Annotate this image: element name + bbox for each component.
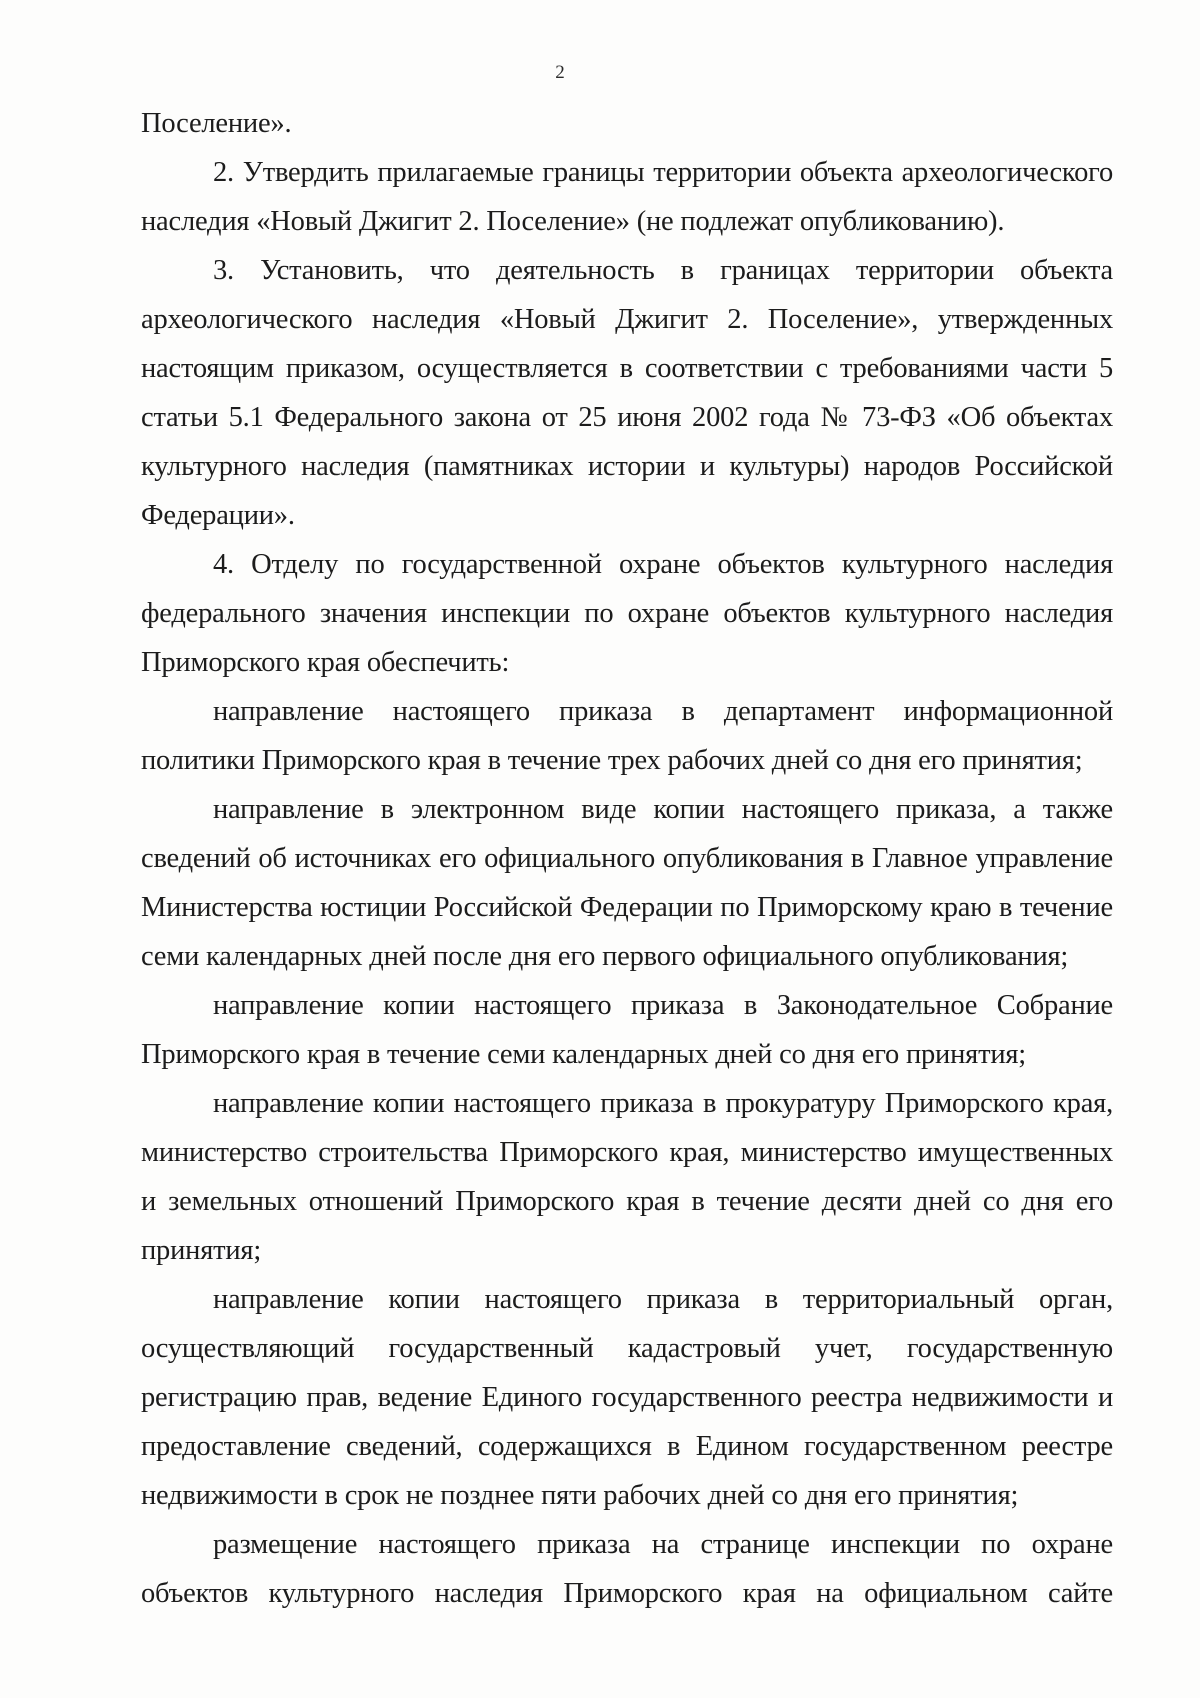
paragraph-item-2: 2. Утвердить прилагаемые границы территории объекта археологического наследия «Новый Джигит 2. Поселение» (не подлежат опубликованию).	[141, 157, 1113, 237]
paragraph-item-4-b: направление в электронном виде копии настоящего приказа, а также сведений об источниках его официального опубликования в Главное управление Министерства юстиции Российской Федерации по Приморскому краю в течение семи календарных дней после дня его первого официального опубликования;	[141, 794, 1113, 972]
paragraph-item-4-d: направление копии настоящего приказа в прокуратуру Приморского края, министерство строительства Приморского края, министерство имущественных и земельных отношений Приморского края в течение десяти дней со дня его принятия;	[141, 1088, 1113, 1266]
paragraph-item-4-f: размещение настоящего приказа на странице инспекции по охране объектов культурного наследия Приморского края на официальном сайте	[141, 1529, 1113, 1609]
paragraph-item-4-c: направление копии настоящего приказа в Законодательное Собрание Приморского края в течение семи календарных дней со дня его принятия;	[141, 990, 1113, 1070]
document-body	[141, 99, 1113, 1618]
paragraph-item-4-e: направление копии настоящего приказа в территориальный орган, осуществляющий государственный кадастровый учет, государственную регистрацию прав, ведение Единого государственного реестра недвижимости и предоставление сведений, содержащихся в Едином государственном реестре недвижимости в срок не позднее пяти рабочих дней со дня его принятия;	[141, 1284, 1113, 1511]
paragraph-item-4-a: направление настоящего приказа в департамент информационной политики Приморского края в течение трех рабочих дней со дня его принятия;	[141, 696, 1113, 776]
paragraph-item-3: 3. Установить, что деятельность в границах территории объекта археологического наследия «Новый Джигит 2. Поселение», утвержденных настоящим приказом, осуществляется в соответствии с требованиями части 5 статьи 5.1 Федерального закона от 25 июня 2002 года № 73-ФЗ «Об объектах культурного наследия (памятниках истории и культуры) народов Российской Федерации».	[141, 255, 1113, 531]
paragraph-item-4: 4. Отделу по государственной охране объектов культурного наследия федерального значения инспекции по охране объектов культурного наследия Приморского края обеспечить:	[141, 549, 1113, 678]
paragraph-continuation: Поселение».	[141, 108, 292, 139]
page-number: 2	[555, 62, 565, 83]
